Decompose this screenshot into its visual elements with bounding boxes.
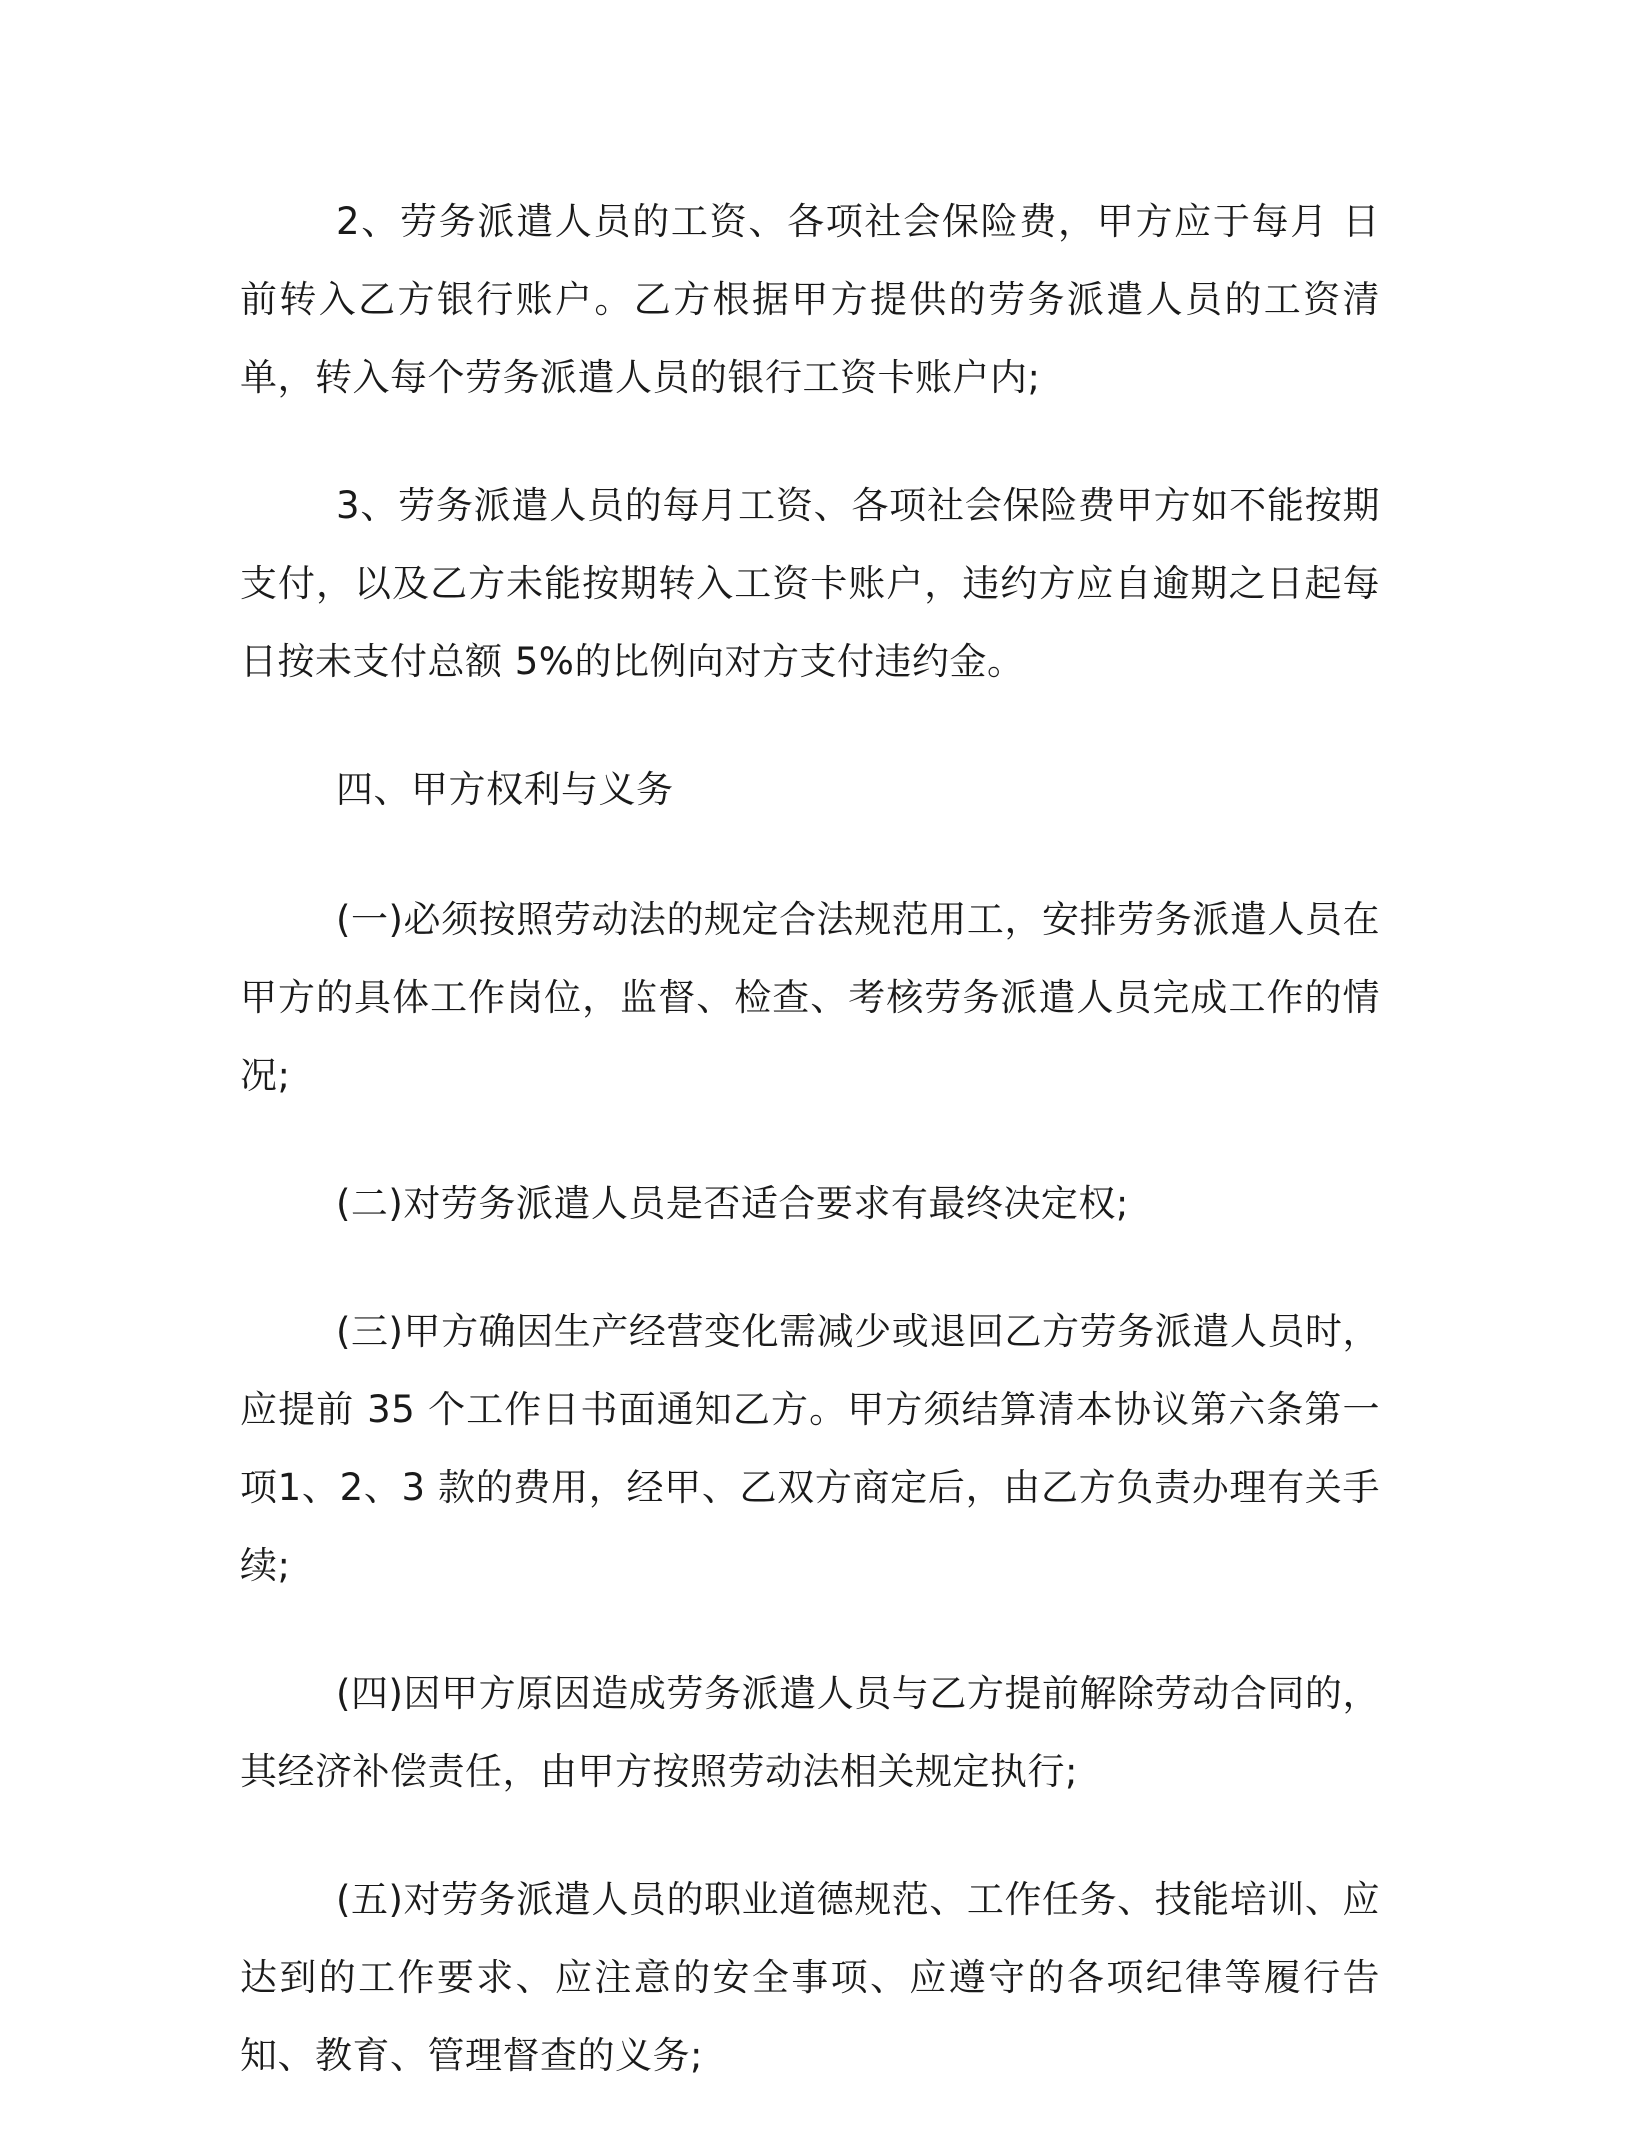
- clause-3-late-payment-penalty: 3、劳务派遣人员的每月工资、各项社会保险费甲方如不能按期支付，以及乙方未能按期转入工资卡账户，违约方应自逾期之日起每日按未支付总额 5%的比例向对方支付违约金。: [240, 484, 1380, 683]
- clause-2-wage-transfer: 2、劳务派遣人员的工资、各项社会保险费，甲方应于每月 日前转入乙方银行账户。乙方根据甲方提供的劳务派遣人员的工资清单，转入每个劳务派遣人员的银行工资卡账户内;: [240, 200, 1380, 399]
- item-2-final-decision: (二)对劳务派遣人员是否适合要求有最终决定权;: [336, 1182, 1129, 1225]
- item-3-reduction-notice: (三)甲方确因生产经营变化需减少或退回乙方劳务派遣人员时，应提前 35 个工作日书面通知乙方。甲方须结算清本协议第六条第一项1、2、3 款的费用，经甲、乙双方商定后，由乙方负责办理有关手续;: [240, 1310, 1380, 1587]
- item-5-training-obligations: (五)对劳务派遣人员的职业道德规范、工作任务、技能培训、应达到的工作要求、应注意的安全事项、应遵守的各项纪律等履行告知、教育、管理督查的义务;: [240, 1878, 1380, 2077]
- item-4-compensation: (四)因甲方原因造成劳务派遣人员与乙方提前解除劳动合同的，其经济补偿责任，由甲方按照劳动法相关规定执行;: [240, 1672, 1380, 1793]
- document-body: [240, 183, 1380, 2145]
- section-heading-party-a-rights: 四、甲方权利与义务: [336, 768, 674, 811]
- item-1-lawful-employment: (一)必须按照劳动法的规定合法规范用工，安排劳务派遣人员在甲方的具体工作岗位，监督、检查、考核劳务派遣人员完成工作的情况;: [240, 898, 1380, 1097]
